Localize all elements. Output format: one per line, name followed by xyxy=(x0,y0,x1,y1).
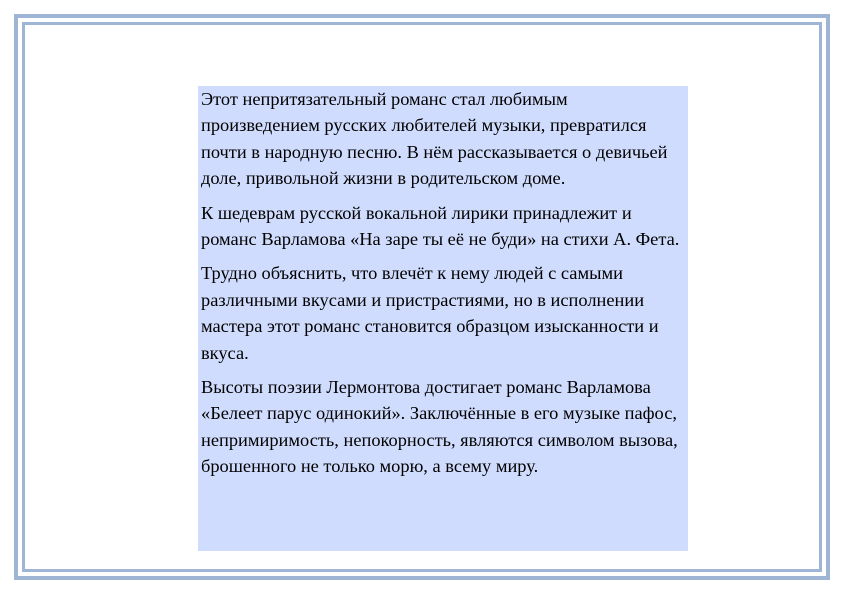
paragraph-1: Этот непритязательный романс стал любимым произведением русских любителей музыки, превратился почти в народную песню. В нём рассказывается о девичьей доле, привольной жизни в родительском доме. xyxy=(201,89,668,189)
paragraph-2: К шедеврам русской вокальной лирики принадлежит и романс Варламова «На заре ты её не буди» на стихи А. Фета. xyxy=(201,202,680,250)
text-box xyxy=(198,86,688,551)
paragraph-3: Трудно объяснить, что влечёт к нему людей с самыми различными вкусами и пристрастиями, но в исполнении мастера этот романс становится образцом изысканности и вкуса. xyxy=(201,263,659,363)
paragraph-4: Высоты поэзии Лермонтова достигает романс Варламова «Белеет парус одинокий». Заключённые в его музыке пафос, непримиримость, непокорность, являются символом вызова, брошенного не только морю, а всему миру. xyxy=(201,377,678,477)
